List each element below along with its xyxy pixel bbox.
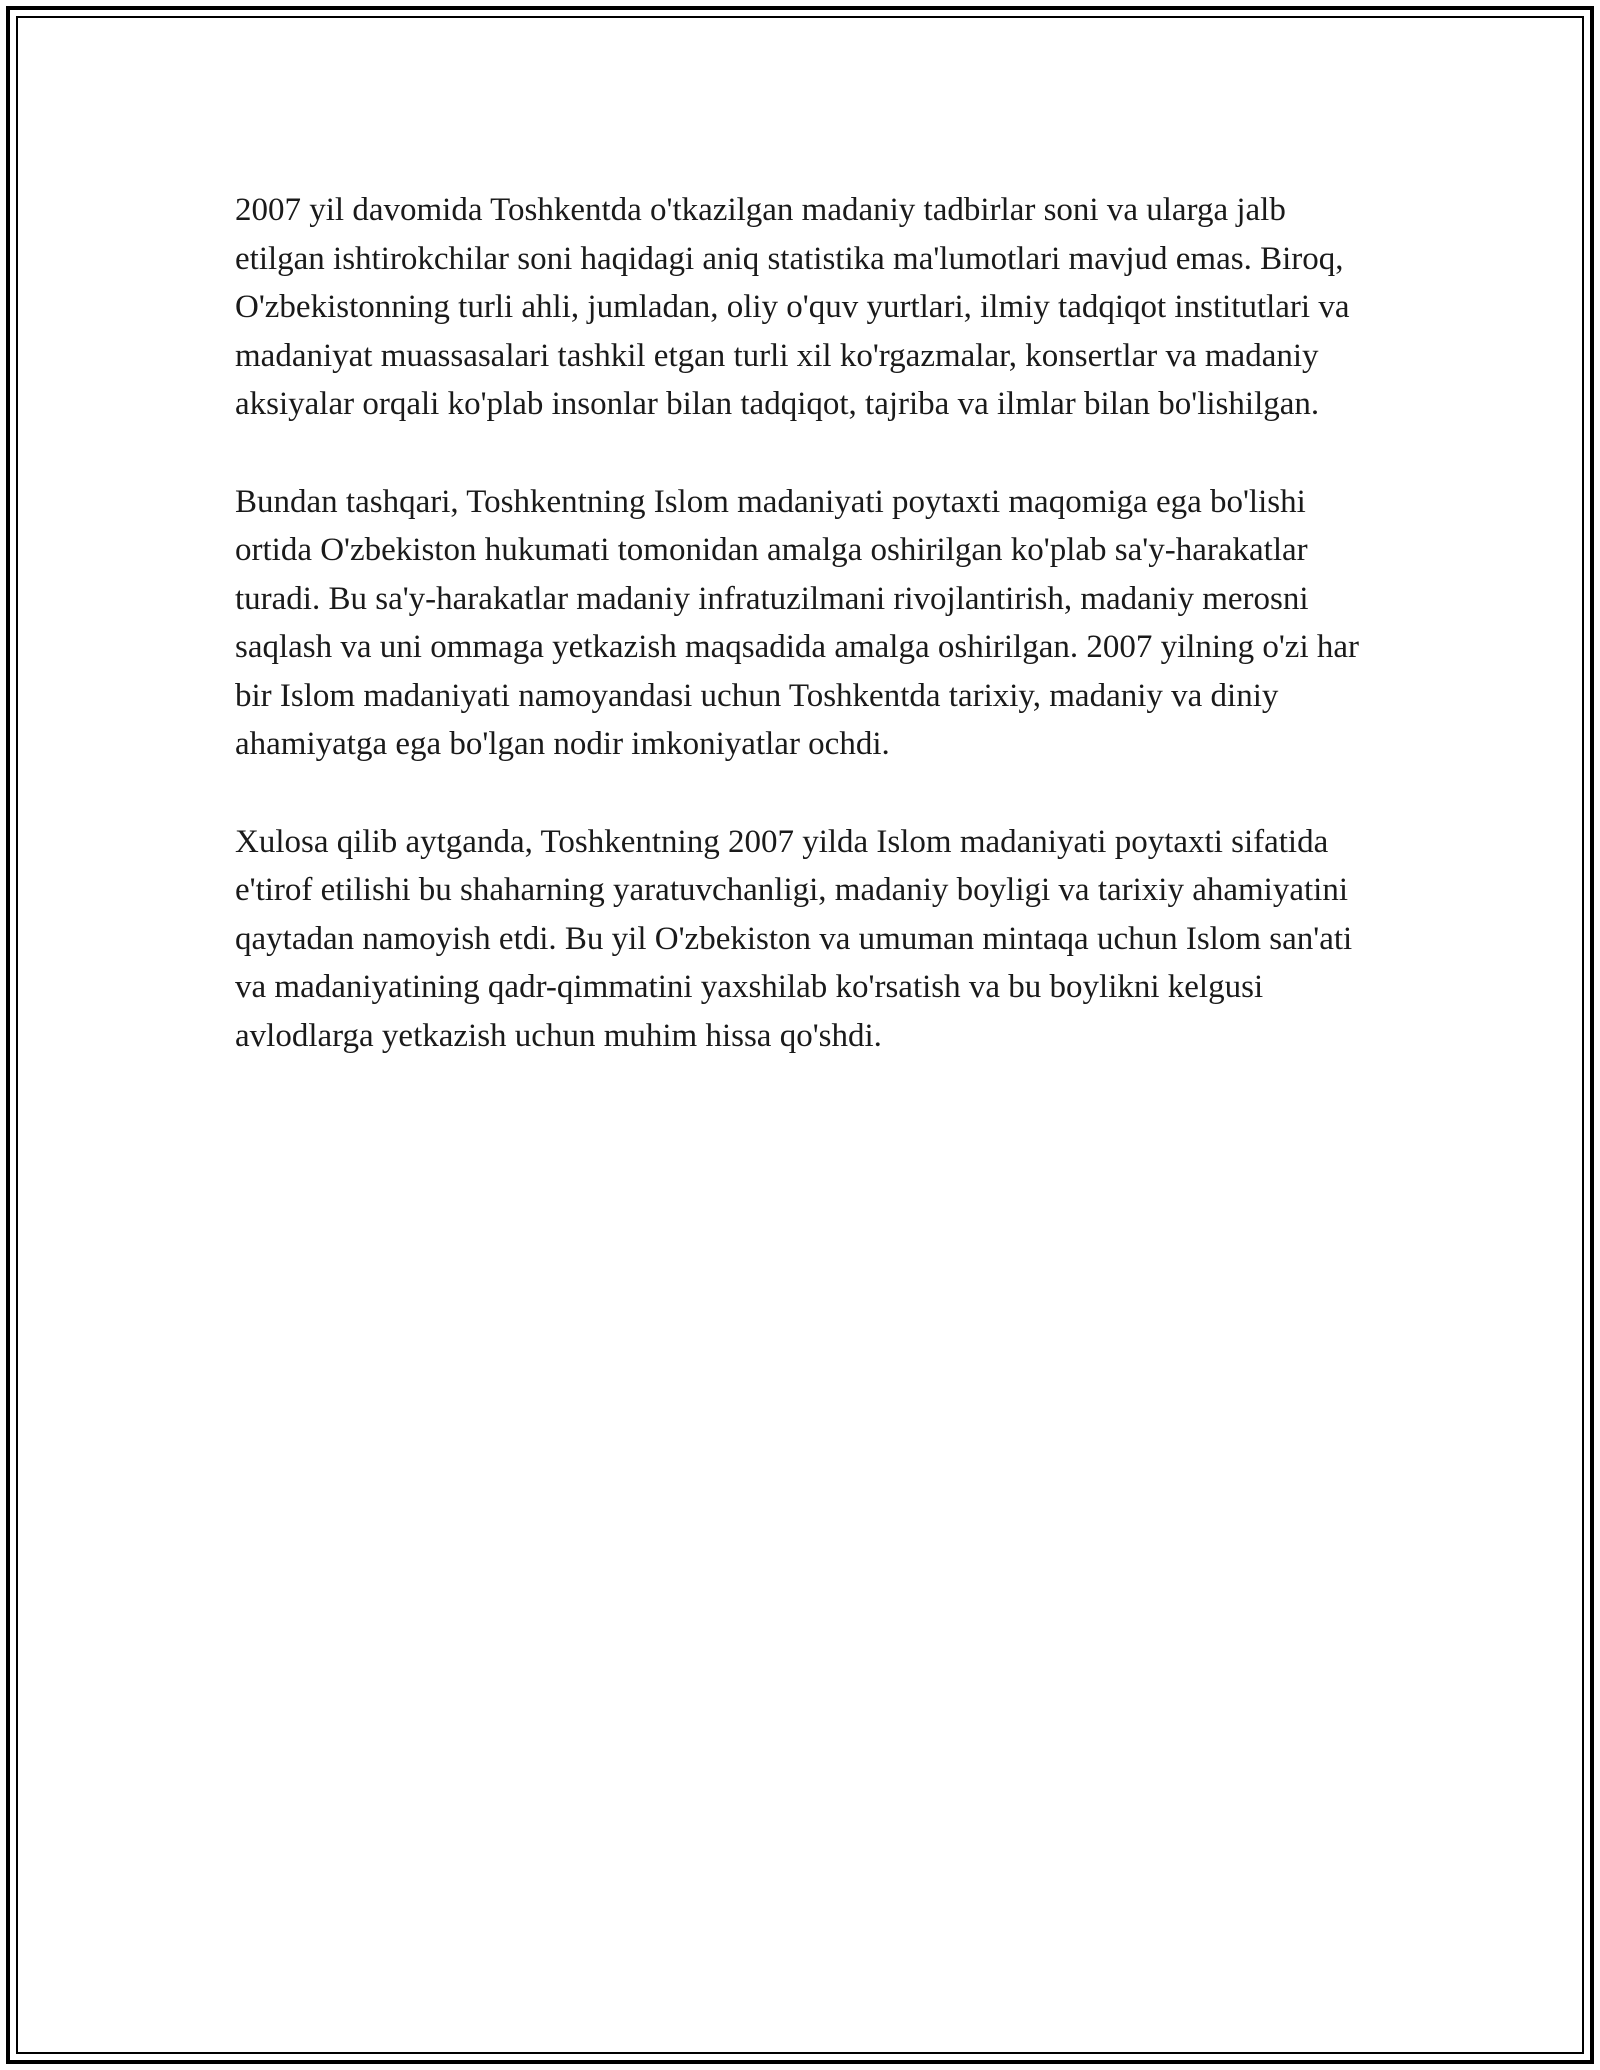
paragraph-1: 2007 yil davomida Toshkentda o'tkazilgan madaniy tadbirlar soni va ularga jalb etilgan ishtirokchilar soni haqidagi aniq statistika ma'lumotlari mavjud emas. Biroq, O'zbekistonning turli ahli, jumladan, oliy o'quv yurtlari, ilmiy tadqiqot institutlari va madaniyat muassasalari tashkil etgan turli xil ko'rgazmalar, konsertlar va madaniy aksiyalar orqali ko'plab insonlar bilan tadqiqot, tajriba va ilmlar bilan bo'lishilgan. [235,192,1350,422]
paragraph-3: Xulosa qilib aytganda, Toshkentning 2007 yilda Islom madaniyati poytaxti sifatida e'tirof etilishi bu shaharning yaratuvchanligi, madaniy boyligi va tarixiy ahamiyatini qaytadan namoyish etdi. Bu yil O'zbekiston va umuman mintaqa uchun Islom san'ati va madaniyatining qadr-qimmatini yaxshilab ko'rsatish va bu boylikni kelgusi avlodlarga yetkazish uchun muhim hissa qo'shdi. [235,823,1353,1054]
paragraph-2: Bundan tashqari, Toshkentning Islom madaniyati poytaxti maqomiga ega bo'lishi ortida O'zbekiston hukumati tomonidan amalga oshirilgan ko'plab sa'y-harakatlar turadi. Bu sa'y-harakatlar madaniy infratuzilmani rivojlantirish, madaniy merosni saqlash va uni ommaga yetkazish maqsadida amalga oshirilgan. 2007 yilning o'zi har bir Islom madaniyati namoyandasi uchun Toshkentda tarixiy, madaniy va diniy ahamiyatga ega bo'lgan nodir imkoniyatlar ochdi. [235,483,1359,762]
document-body [235,186,1365,1109]
